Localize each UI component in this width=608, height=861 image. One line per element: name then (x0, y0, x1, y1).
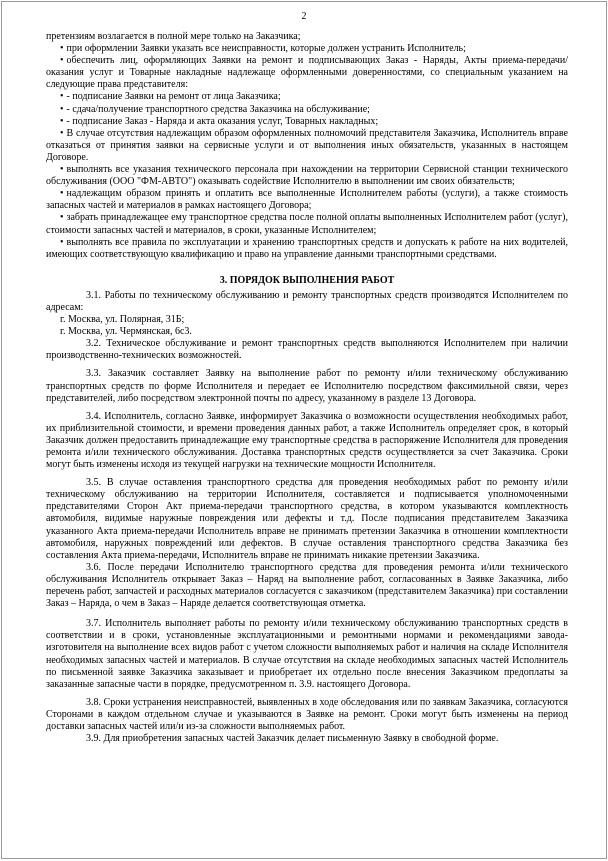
clause-3-6: 3.6. После передачи Исполнителю транспортного средства для проведения ремонта и/или технического обслуживания Исполнитель открывает Заказ – Наряд на выполнение работ, согласованных в Заявке Заказчика, либо перечень работ, запчастей и расходных материалов согласуется с заказчиком (представителем Заказчика) при составлении Заказ – Наряда, о чем в Заказ – Наряде делается соответствующая отметка. (46, 561, 568, 610)
clause-3-1: 3.1. Работы по техническому обслуживанию и ремонту транспортных средств производятся Исполнителем по адресам: (46, 289, 568, 313)
clause-3-5: 3.5. В случае оставления транспортного средства для проведения необходимых работ по ремонту и/или техническому обслуживанию на территории Исполнителя, составляется и подписывается уполномоченными представителями Сторон Акт приема-передачи транспортного средства, в котором указываются комплектность автомобиля, видимые наружные повреждения или дефекты и т.д. После подписания представителем Заказчика указанного Акта приема-передачи Исполнитель вправе не принимать претензии Заказчика в отношении комплектности автомобиля, наружных повреждений или дефектов. В случае оставления транспортного средства Заказчика без составления Акта приема-передачи, Исполнитель вправе не принимать никакие претензии Заказчика. (46, 477, 568, 561)
bullet-pickup: • забрать принадлежащее ему транспортное средства после полной оплаты выполненных Исполнителем работ (услуг), стоимости запасных частей и материалов, в сроки, указанные Исполнителем; (46, 212, 568, 236)
page-number: 2 (301, 11, 307, 22)
document-body (46, 31, 568, 745)
sub-sign-request: • - подписание Заявки на ремонт от лица Заказчика; (46, 91, 568, 103)
clause-3-4: 3.4. Исполнитель, согласно Заявке, информирует Заказчика о возможности осуществления необходимых работ, их приблизительной стоимости, и времени проведения данных работ, а также Исполнитель определяет срок, в который Заказчик должен предоставить принадлежащие ему транспортные средства в распоряжение Исполнителя для проведения ремонта и/или технического обслуживания. Доставка транспортных средств осуществляется за счет Заказчика. Сроки могут быть изменены исходя из текущей нагрузки на технические мощности Исполнителя. (46, 410, 568, 471)
clause-3-7: 3.7. Исполнитель выполняет работы по ремонту и/или техническому обслуживанию транспортных средств в соответствии и в сроки, установленные эксплуатационными и ремонтными нормами и рекомендациями завода-изготовителя на выполнение всех видов работ с учетом сложности выполняемых работ и наличия на складе Исполнителя необходимых запасных частей и материалов. В случае отсутствия на складе необходимых запасных частей Исполнитель по письменной заявке Заказчика заказывает и приобретает их отдельно после внесения Заказчиком предоплаты за заказанные запасные части в порядке, предусмотренном п. 3.9. настоящего Договора. (46, 618, 568, 690)
bullet-instructions: • выполнять все указания технического персонала при нахождении на территории Сервисной станции технического обслуживания (ООО "ФМ-АВТО") оказывать содействие Исполнителю в выполнении им своих обязательств; (46, 164, 568, 188)
sub-sign-order: • - подписание Заказ - Наряда и акта оказания услуг, Товарных накладных; (46, 116, 568, 128)
sub-handover: • - сдача/получение транспортного средства Заказчика на обслуживание; (46, 104, 568, 116)
clause-3-3: 3.3. Заказчик составляет Заявку на выполнение работ по ремонту и/или техническому обслуживанию транспортных средств по форме Исполнителя и передает ее Исполнителю посредством факсимильной связи, через представителей, либо посредством электронной почты по адресу, указанному в разделе 13 Договора. (46, 368, 568, 404)
bullet-no-rep: • В случае отсутствия надлежащим образом оформленных полномочий представителя Заказчика, Исполнитель вправе отказаться от принятия заявки на сервисные услуги и от выполнения иных обязательств, указанных в настоящем Договоре. (46, 128, 568, 164)
bullet-rules: • выполнять все правила по эксплуатации и хранению транспортных средств и допускать к работе на них водителей, имеющих соответствующую квалификацию и право на управление данными транспортными средствами. (46, 237, 568, 261)
section3-title: 3. ПОРЯДОК ВЫПОЛНЕНИЯ РАБОТ (219, 274, 395, 286)
clause-3-9: 3.9. Для приобретения запасных частей Заказчик делает письменную Заявку в свободной форме. (86, 733, 499, 745)
document-page (1, 1, 607, 859)
section2-lead: претензиям возлагается в полной мере только на Заказчика; (46, 31, 301, 42)
clause-3-8: 3.8. Сроки устранения неисправностей, выявленных в ходе обследования или по заявкам Заказчика, согласуются Сторонами в каждом отдельном случае и указываются в Заявке на ремонт. Сроки могут быть изменены на период доставки запасных частей или/и из-за сложности выполняемых работ. (46, 696, 568, 732)
bullet-accept: • надлежащим образом принять и оплатить все выполненные Исполнителем работы (услуги), а также стоимость запасных частей и материалов в рамках настоящего Договора; (46, 188, 568, 212)
clause-3-2: 3.2. Техническое обслуживание и ремонт транспортных средств выполняются Исполнителем при наличии производственно-технических возможностей. (46, 338, 568, 362)
address-2: г. Москва, ул. Чермянская, 6с3. (60, 326, 192, 338)
address-1: г. Москва, ул. Полярная, 31Б; (60, 314, 185, 326)
bullet-persons: • обеспечить лиц, оформляющих Заявки на ремонт и подписывающих Заказ - Наряды, Акты приема-передачи/оказания услуг и Товарные накладные надлежаще оформленными доверенностями, со специальным указанием на следующие права представителя: (46, 55, 568, 91)
bullet-defects: • при оформлении Заявки указать все неисправности, которые должен устранить Исполнитель; (46, 43, 568, 55)
